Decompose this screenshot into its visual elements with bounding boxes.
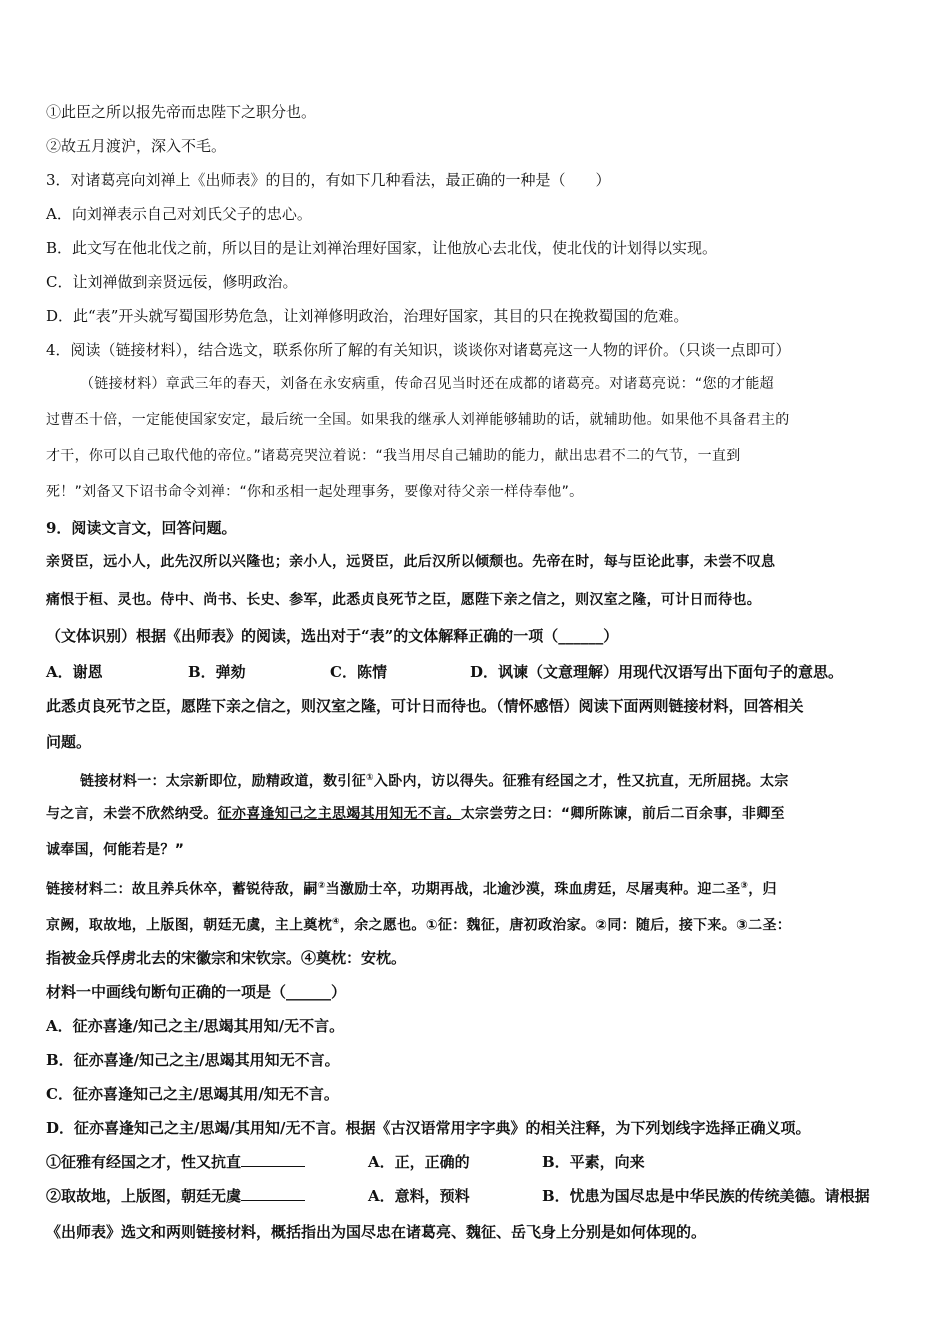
link-material-text: 死！”刘备又下诏书命令刘禅：“你和丞相一起处理事务，要像对待父亲一样侍奉他”。 [46, 484, 584, 500]
vocab-choice-b: B．平素，向来 [542, 1153, 645, 1171]
choice-a: A．谢恩 [46, 663, 103, 681]
link-material-text: 过曹丕十倍，一定能使国家安定，最后统一全国。如果我的继承人刘禅能够辅助的话，就辅助他。如果他不具备君主的 [46, 412, 790, 428]
footnote: 指被金兵俘虏北去的宋徽宗和宋钦宗。④奠枕：安枕。 [46, 949, 407, 967]
link-material-text: （链接材料）章武三年的春天，刘备在永安病重，传命召见当时还在成都的诸葛亮。对诸葛亮说：“您的才能超 [80, 376, 774, 392]
sub-question: 《出师表》选文和两则链接材料，概括指出为国尽忠在诸葛亮、魏征、岳飞身上分别是如何体现的。 [46, 1223, 707, 1241]
text-line: ②故五月渡沪，深入不毛。 [46, 137, 227, 155]
vocab-choice-a: A．意料，预料 [368, 1187, 470, 1205]
text-line: ①此臣之所以报先帝而忠陛下之职分也。 [46, 103, 317, 121]
vocab-choice-a: A．正，正确的 [368, 1153, 470, 1171]
option-a: A．征亦喜逢/知己之主/思竭其用知/无不言。 [46, 1017, 345, 1035]
question-9: 9．阅读文言文，回答问题。 [46, 519, 237, 537]
option-c: C．让刘禅做到亲贤远佞，修明政治。 [46, 273, 298, 291]
choice-d: D．讽谏（文意理解）用现代汉语写出下面句子的意思。 [470, 663, 844, 681]
classical-text: 亲贤臣，远小人，此先汉所以兴隆也；亲小人，远贤臣，此后汉所以倾颓也。先帝在时，每与臣论此事，未尝不叹息 [46, 554, 776, 570]
question-4: 4．阅读（链接材料），结合选文，联系你所了解的有关知识，谈谈你对诸葛亮这一人物的评价。（只谈一点即可） [46, 341, 791, 359]
choice-b: B．弹劾 [188, 663, 246, 681]
option-d: D．征亦喜逢知己之主/思竭/其用知/无不言。根据《古汉语常用字字典》的相关注释，为下列划线字选择正确义项。 [46, 1119, 811, 1137]
link-material-two: 链接材料二：故且养兵休卒，蓄锐待敌，嗣②当激励士卒，功期再战，北逾沙漠，珠血虏廷，尽屠夷种。迎二圣③，归 [46, 881, 777, 898]
question-3: 3．对诸葛亮向刘禅上《出师表》的目的，有如下几种看法，最正确的一种是（ ） [46, 171, 611, 189]
underlined-sentence: 征亦喜逢知己之主思竭其用知无不言。 [217, 806, 461, 822]
vocab-item: ②取故地，上版图，朝廷无虞 [46, 1186, 305, 1206]
vocab-choice-b: B．忧患为国尽忠是中华民族的传统美德。请根据 [542, 1187, 870, 1205]
sub-question: 此悉贞良死节之臣，愿陛下亲之信之，则汉室之隆，可计日而待也。（情怀感悟）阅读下面两则链接材料，回答相关 [46, 697, 804, 715]
sub-question: 问题。 [46, 733, 92, 751]
choice-c: C．陈情 [330, 663, 387, 681]
sub-question: （文体识别）根据《出师表》的阅读，选出对于“表”的文体解释正确的一项（______） [46, 627, 619, 645]
option-b: B．此文写在他北伐之前，所以目的是让刘禅治理好国家，让他放心去北伐，使北伐的计划得以实现。 [46, 239, 718, 257]
option-b: B．征亦喜逢/知己之主/思竭其用知无不言。 [46, 1051, 340, 1069]
link-material-two: 京阙，取故地，上版图，朝廷无虞，主上奠枕④，余之愿也。①征：魏征，唐初政治家。②同：随后，接下来。③二圣： [46, 917, 792, 934]
option-a: A．向刘禅表示自己对刘氏父子的忠心。 [46, 205, 312, 223]
link-material-text: 才干，你可以自己取代他的帝位。”诸葛亮哭泣着说：“我当用尽自己辅助的能力，献出忠君不二的气节，一直到 [46, 448, 741, 464]
option-d: D．此“表”开头就写蜀国形势危急，让刘禅修明政治，治理好国家，其目的只在挽救蜀国的危难。 [46, 307, 689, 325]
vocab-item: ①征雅有经国之才，性又抗直 [46, 1152, 305, 1172]
classical-text: 痛恨于桓、灵也。侍中、尚书、长史、参军，此悉贞良死节之臣，愿陛下亲之信之，则汉室之隆，可计日而待也。 [46, 592, 761, 608]
link-material-one: 与之言，未尝不欣然纳受。征亦喜逢知己之主思竭其用知无不言。太宗尝劳之曰：“卿所陈谏，前后二百余事，非卿至 [46, 806, 785, 822]
link-material-one: 链接材料一：太宗新即位，励精政道，数引征①入卧内，访以得失。征雅有经国之才，性又抗直，无所屈挠。太宗 [80, 773, 789, 790]
link-material-one: 诚奉国，何能若是？” [46, 842, 185, 858]
sub-question: 材料一中画线句断句正确的一项是（______） [46, 983, 347, 1001]
option-c: C．征亦喜逢知己之主/思竭其用/知无不言。 [46, 1085, 339, 1103]
